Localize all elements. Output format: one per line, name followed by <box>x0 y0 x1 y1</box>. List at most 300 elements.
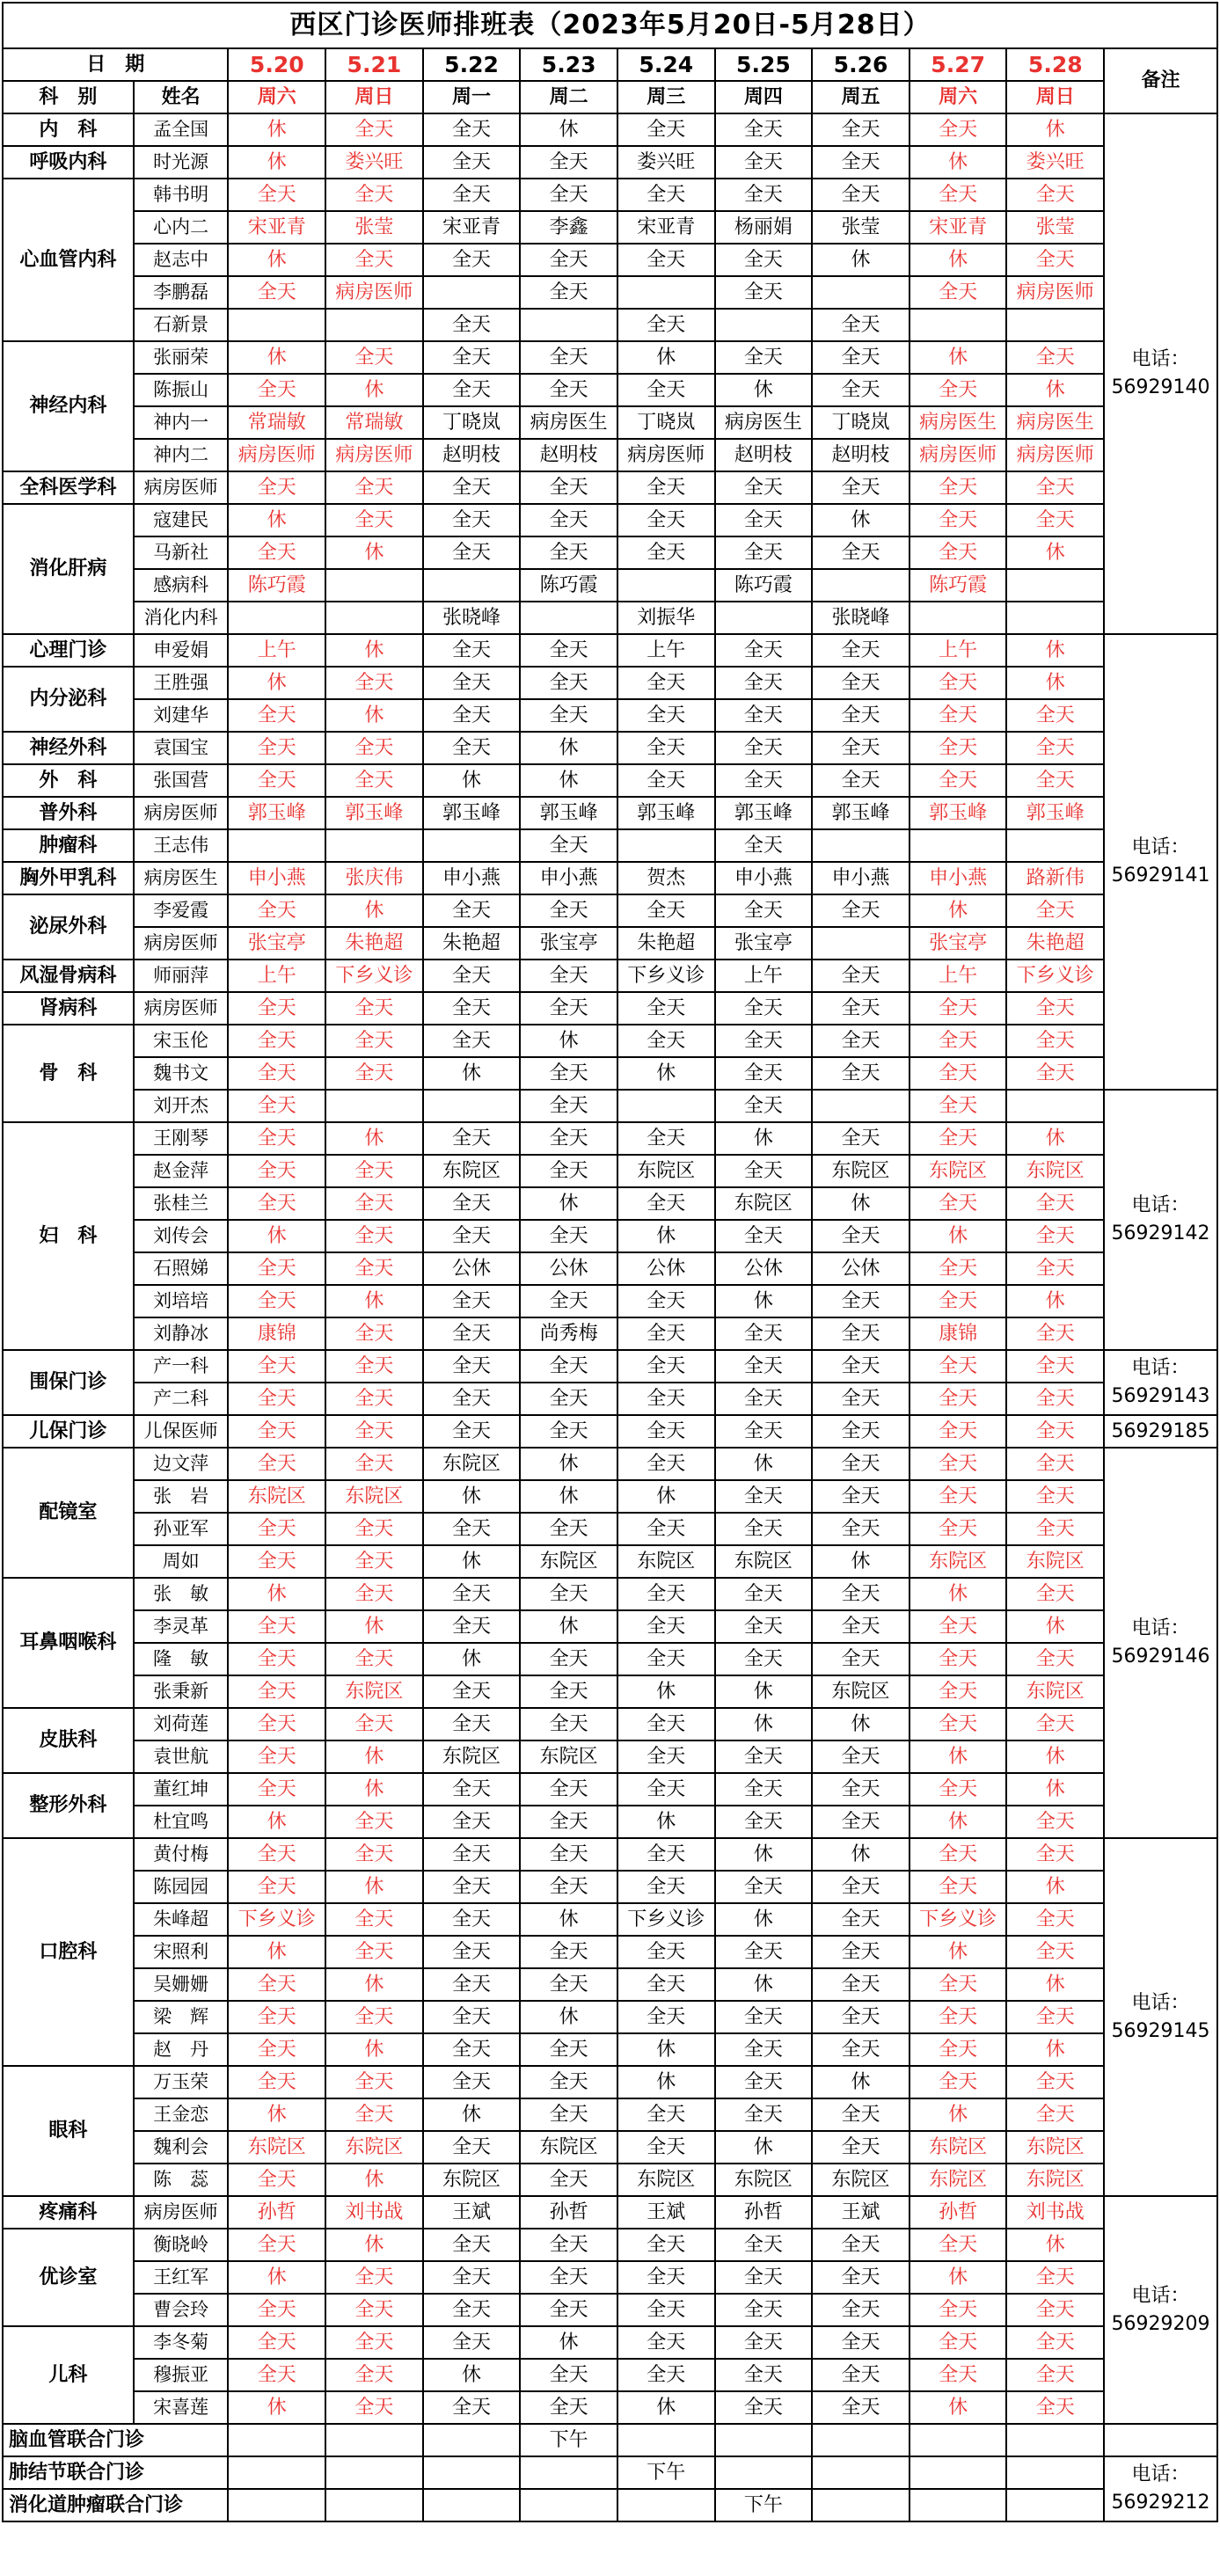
schedule-cell: 全天 <box>715 536 813 569</box>
schedule-cell: 全天 <box>812 732 910 764</box>
schedule-cell: 全天 <box>617 1317 715 1350</box>
schedule-cell: 全天 <box>617 1968 715 2001</box>
schedule-cell <box>1006 2456 1104 2489</box>
schedule-cell: 病房医师 <box>228 439 325 471</box>
doctor-name: 病房医师 <box>134 471 229 504</box>
schedule-cell: 全天 <box>1006 1415 1104 1448</box>
schedule-cell: 下午 <box>715 2489 813 2521</box>
schedule-cell: 东院区 <box>617 2164 715 2196</box>
schedule-cell: 全天 <box>910 1871 1007 1903</box>
schedule-cell <box>423 2456 521 2489</box>
schedule-cell: 全天 <box>325 1708 423 1740</box>
schedule-cell: 全天 <box>520 1871 617 1903</box>
schedule-cell: 全天 <box>910 276 1007 309</box>
schedule-cell: 公休 <box>715 1252 813 1285</box>
schedule-cell: 全天 <box>715 1057 813 1090</box>
weekday-header: 周日 <box>1006 81 1104 113</box>
schedule-cell: 全天 <box>715 1806 813 1838</box>
schedule-cell: 张庆伟 <box>325 862 423 894</box>
schedule-cell: 全天 <box>715 2066 813 2098</box>
schedule-cell: 尚秀梅 <box>520 1317 617 1350</box>
schedule-cell: 全天 <box>228 1740 325 1773</box>
table-row <box>3 862 1217 894</box>
schedule-cell: 全天 <box>1006 2261 1104 2294</box>
schedule-cell: 全天 <box>520 2294 617 2326</box>
table-row <box>3 1936 1217 1968</box>
schedule-cell: 全天 <box>715 2391 813 2424</box>
schedule-cell: 全天 <box>617 2131 715 2164</box>
doctor-name: 师丽萍 <box>134 960 229 992</box>
schedule-cell: 全天 <box>617 1187 715 1220</box>
doctor-name: 杜宜鸣 <box>134 1806 229 1838</box>
page-title: 西区门诊医师排班表（2023年5月20日-5月28日） <box>3 3 1217 48</box>
table-row <box>3 1513 1217 1545</box>
schedule-cell <box>812 829 910 862</box>
schedule-cell: 路新伟 <box>1006 862 1104 894</box>
schedule-cell: 全天 <box>812 1773 910 1806</box>
schedule-cell: 全天 <box>423 1871 521 1903</box>
schedule-cell: 下乡义诊 <box>617 960 715 992</box>
table-row <box>3 113 1217 146</box>
department-cell: 围保门诊 <box>3 1350 134 1415</box>
schedule-cell: 全天 <box>228 1155 325 1187</box>
doctor-name: 赵志中 <box>134 244 229 276</box>
schedule-cell: 全天 <box>1006 764 1104 797</box>
doctor-name: 陈园园 <box>134 1871 229 1903</box>
table-row <box>3 211 1217 244</box>
schedule-cell: 东院区 <box>1006 2164 1104 2196</box>
table-row <box>3 1740 1217 1773</box>
phone-label: 电话： <box>1131 2284 1190 2307</box>
schedule-cell: 全天 <box>910 1968 1007 2001</box>
schedule-cell: 休 <box>910 894 1007 927</box>
schedule-cell: 全天 <box>325 1220 423 1252</box>
schedule-cell: 康锦 <box>910 1317 1007 1350</box>
schedule-cell: 休 <box>1006 1285 1104 1317</box>
weekday-header: 周四 <box>715 81 813 113</box>
schedule-cell: 全天 <box>423 471 521 504</box>
date-header: 5.25 <box>715 48 813 81</box>
table-row <box>3 1578 1217 1610</box>
schedule-cell: 全天 <box>228 276 325 309</box>
schedule-cell: 宋亚青 <box>617 211 715 244</box>
schedule-cell: 全天 <box>228 1122 325 1155</box>
doctor-name: 刘静冰 <box>134 1317 229 1350</box>
department-cell: 眼科 <box>3 2066 134 2196</box>
schedule-cell: 全天 <box>812 1350 910 1383</box>
schedule-cell: 全天 <box>715 1415 813 1448</box>
schedule-cell: 全天 <box>715 113 813 146</box>
schedule-cell: 全天 <box>423 2294 521 2326</box>
schedule-cell: 张晓峰 <box>423 602 521 634</box>
schedule-cell: 全天 <box>228 2001 325 2033</box>
schedule-cell: 全天 <box>1006 1317 1104 1350</box>
schedule-cell: 休 <box>423 2359 521 2391</box>
schedule-cell <box>423 2489 521 2521</box>
table-row <box>3 1317 1217 1350</box>
schedule-cell: 娄兴旺 <box>1006 146 1104 179</box>
schedule-cell: 全天 <box>423 2229 521 2261</box>
table-row <box>3 1025 1217 1057</box>
doctor-name: 王刚琴 <box>134 1122 229 1155</box>
schedule-cell: 东院区 <box>910 2131 1007 2164</box>
schedule-cell: 全天 <box>812 1122 910 1155</box>
schedule-cell: 休 <box>228 341 325 374</box>
table-row <box>3 992 1217 1025</box>
schedule-cell: 全天 <box>423 992 521 1025</box>
phone-number: 56929209 <box>1111 2312 1210 2335</box>
schedule-cell: 全天 <box>617 309 715 341</box>
schedule-cell: 张莹 <box>325 211 423 244</box>
schedule-cell: 全天 <box>715 2294 813 2326</box>
schedule-cell: 全天 <box>617 244 715 276</box>
schedule-cell: 全天 <box>325 1513 423 1545</box>
table-row <box>3 1675 1217 1708</box>
doctor-name: 李冬菊 <box>134 2326 229 2359</box>
schedule-table <box>2 2 1218 2522</box>
schedule-cell: 休 <box>715 1903 813 1936</box>
schedule-cell <box>325 602 423 634</box>
schedule-cell: 全天 <box>520 1122 617 1155</box>
schedule-cell: 全天 <box>617 2229 715 2261</box>
schedule-cell: 全天 <box>520 536 617 569</box>
schedule-cell: 全天 <box>1006 894 1104 927</box>
schedule-cell: 休 <box>325 699 423 732</box>
date-header: 5.24 <box>617 48 715 81</box>
schedule-cell: 朱艳超 <box>325 927 423 960</box>
table-row <box>3 276 1217 309</box>
department-cell: 神经外科 <box>3 732 134 764</box>
table-row <box>3 927 1217 960</box>
schedule-cell: 申小燕 <box>423 862 521 894</box>
note-empty <box>1104 2424 1217 2456</box>
schedule-cell: 休 <box>910 2391 1007 2424</box>
joint-clinic-name: 脑血管联合门诊 <box>3 2424 228 2456</box>
schedule-cell: 休 <box>228 1806 325 1838</box>
schedule-cell: 张莹 <box>812 211 910 244</box>
doctor-name: 孟全国 <box>134 113 229 146</box>
schedule-cell: 休 <box>617 341 715 374</box>
schedule-cell <box>423 1090 521 1122</box>
schedule-cell: 全天 <box>423 1513 521 1545</box>
schedule-cell: 休 <box>520 1187 617 1220</box>
schedule-cell: 全天 <box>423 1383 521 1415</box>
doctor-name: 产二科 <box>134 1383 229 1415</box>
schedule-cell: 休 <box>812 244 910 276</box>
schedule-cell: 全天 <box>1006 2098 1104 2131</box>
table-row <box>3 2164 1217 2196</box>
schedule-cell: 全天 <box>228 894 325 927</box>
table-row <box>3 1871 1217 1903</box>
schedule-cell <box>423 829 521 862</box>
doctor-name: 刘培培 <box>134 1285 229 1317</box>
schedule-cell: 全天 <box>1006 504 1104 536</box>
schedule-container <box>2 2 1218 2522</box>
schedule-cell <box>325 309 423 341</box>
table-row <box>3 439 1217 471</box>
schedule-cell: 全天 <box>910 536 1007 569</box>
schedule-cell: 全天 <box>325 504 423 536</box>
schedule-cell: 全天 <box>715 1773 813 1806</box>
schedule-cell <box>325 2424 423 2456</box>
schedule-cell: 公休 <box>617 1252 715 1285</box>
schedule-cell: 休 <box>325 1285 423 1317</box>
schedule-cell: 休 <box>228 1220 325 1252</box>
doctor-name: 刘开杰 <box>134 1090 229 1122</box>
doctor-name: 陈振山 <box>134 374 229 406</box>
schedule-cell: 全天 <box>617 1415 715 1448</box>
schedule-cell: 全天 <box>520 471 617 504</box>
schedule-cell: 全天 <box>715 1578 813 1610</box>
doctor-name: 张秉新 <box>134 1675 229 1708</box>
schedule-cell: 全天 <box>423 1936 521 1968</box>
schedule-cell: 全天 <box>812 1871 910 1903</box>
schedule-cell <box>617 829 715 862</box>
schedule-cell: 全天 <box>325 1155 423 1187</box>
schedule-cell: 全天 <box>520 699 617 732</box>
schedule-cell: 病房医生 <box>715 406 813 439</box>
doctor-name: 马新社 <box>134 536 229 569</box>
schedule-cell: 休 <box>325 2164 423 2196</box>
schedule-cell: 休 <box>910 341 1007 374</box>
schedule-cell: 上午 <box>910 960 1007 992</box>
schedule-cell: 全天 <box>715 1025 813 1057</box>
department-cell: 泌尿外科 <box>3 894 134 960</box>
schedule-cell: 下午 <box>617 2456 715 2489</box>
schedule-cell: 全天 <box>1006 1057 1104 1090</box>
schedule-cell: 全天 <box>715 2098 813 2131</box>
schedule-cell: 张宝亭 <box>228 927 325 960</box>
schedule-cell: 东院区 <box>423 1448 521 1480</box>
schedule-cell: 休 <box>325 1871 423 1903</box>
table-row <box>3 2391 1217 2424</box>
schedule-cell: 休 <box>715 1838 813 1871</box>
doctor-name: 张桂兰 <box>134 1187 229 1220</box>
schedule-cell: 常瑞敏 <box>228 406 325 439</box>
schedule-cell: 全天 <box>423 536 521 569</box>
schedule-cell <box>617 569 715 602</box>
schedule-cell: 全天 <box>715 2359 813 2391</box>
phone-note <box>1104 1090 1217 1350</box>
schedule-cell: 休 <box>228 504 325 536</box>
schedule-cell: 全天 <box>812 1383 910 1415</box>
schedule-cell: 全天 <box>228 1708 325 1740</box>
department-cell: 心理门诊 <box>3 634 134 667</box>
dept-label: 科 别 <box>3 81 134 113</box>
schedule-cell: 休 <box>715 1968 813 2001</box>
table-row <box>3 1057 1217 1090</box>
schedule-cell: 全天 <box>910 1610 1007 1643</box>
schedule-cell: 陈巧霞 <box>715 569 813 602</box>
schedule-cell: 全天 <box>1006 1448 1104 1480</box>
schedule-cell: 娄兴旺 <box>617 146 715 179</box>
schedule-cell: 全天 <box>325 244 423 276</box>
schedule-cell: 全天 <box>617 471 715 504</box>
schedule-cell: 休 <box>1006 113 1104 146</box>
schedule-cell <box>812 2456 910 2489</box>
schedule-cell: 宋亚青 <box>423 211 521 244</box>
schedule-cell: 全天 <box>812 536 910 569</box>
schedule-cell: 休 <box>423 1480 521 1513</box>
schedule-cell: 郭玉峰 <box>812 797 910 829</box>
schedule-cell: 全天 <box>228 2229 325 2261</box>
phone-note <box>1104 2196 1217 2424</box>
schedule-cell: 全天 <box>910 1252 1007 1285</box>
schedule-cell: 休 <box>520 2001 617 2033</box>
schedule-cell: 全天 <box>423 894 521 927</box>
schedule-cell: 全天 <box>325 1643 423 1675</box>
schedule-cell: 休 <box>1006 1122 1104 1155</box>
schedule-cell: 全天 <box>423 113 521 146</box>
schedule-cell: 全天 <box>715 1643 813 1675</box>
schedule-cell: 全天 <box>715 699 813 732</box>
schedule-cell: 公休 <box>812 1252 910 1285</box>
schedule-cell <box>228 2424 325 2456</box>
schedule-cell: 王斌 <box>423 2196 521 2229</box>
schedule-cell: 全天 <box>520 992 617 1025</box>
phone-note <box>1104 1350 1217 1415</box>
schedule-cell: 上午 <box>910 634 1007 667</box>
schedule-cell: 全天 <box>520 1936 617 1968</box>
schedule-cell: 全天 <box>325 1936 423 1968</box>
phone-label: 电话： <box>1131 348 1190 371</box>
schedule-cell: 公休 <box>423 1252 521 1285</box>
schedule-cell: 东院区 <box>520 2131 617 2164</box>
schedule-cell: 休 <box>910 244 1007 276</box>
schedule-cell: 休 <box>617 1675 715 1708</box>
schedule-cell: 休 <box>325 1740 423 1773</box>
schedule-cell: 全天 <box>812 1578 910 1610</box>
schedule-cell: 刘书战 <box>1006 2196 1104 2229</box>
weekday-header: 周五 <box>812 81 910 113</box>
schedule-cell: 休 <box>812 1708 910 1740</box>
schedule-cell: 休 <box>1006 536 1104 569</box>
schedule-cell: 休 <box>325 1610 423 1643</box>
department-cell: 妇 科 <box>3 1122 134 1350</box>
schedule-cell: 全天 <box>325 1057 423 1090</box>
schedule-cell: 休 <box>520 1448 617 1480</box>
schedule-cell: 休 <box>228 1936 325 1968</box>
schedule-cell: 病房医生 <box>910 406 1007 439</box>
department-cell: 配镜室 <box>3 1448 134 1578</box>
doctor-name: 赵 丹 <box>134 2033 229 2066</box>
schedule-cell <box>423 2424 521 2456</box>
schedule-cell: 娄兴旺 <box>325 146 423 179</box>
schedule-cell: 休 <box>520 1610 617 1643</box>
schedule-cell: 全天 <box>812 146 910 179</box>
schedule-cell: 郭玉峰 <box>423 797 521 829</box>
schedule-cell: 全天 <box>325 341 423 374</box>
schedule-cell: 王斌 <box>812 2196 910 2229</box>
schedule-cell: 全天 <box>423 1025 521 1057</box>
schedule-cell: 全天 <box>423 732 521 764</box>
schedule-cell: 休 <box>228 1578 325 1610</box>
schedule-cell: 全天 <box>325 2066 423 2098</box>
schedule-cell: 全天 <box>812 471 910 504</box>
schedule-cell: 全天 <box>423 244 521 276</box>
schedule-cell: 全天 <box>423 1285 521 1317</box>
schedule-cell <box>325 2489 423 2521</box>
schedule-cell: 全天 <box>520 2033 617 2066</box>
schedule-cell: 全天 <box>812 1317 910 1350</box>
schedule-cell: 全天 <box>1006 1187 1104 1220</box>
schedule-cell: 全天 <box>617 764 715 797</box>
schedule-cell: 全天 <box>228 2033 325 2066</box>
schedule-cell: 全天 <box>520 1057 617 1090</box>
schedule-cell: 病房医师 <box>1006 276 1104 309</box>
schedule-cell: 王斌 <box>617 2196 715 2229</box>
schedule-cell: 全天 <box>423 1773 521 1806</box>
schedule-cell <box>617 276 715 309</box>
schedule-cell: 全天 <box>423 1187 521 1220</box>
schedule-cell <box>910 2424 1007 2456</box>
schedule-cell: 东院区 <box>325 2131 423 2164</box>
schedule-cell: 全天 <box>910 1773 1007 1806</box>
schedule-cell: 全天 <box>228 732 325 764</box>
schedule-cell: 全天 <box>1006 1578 1104 1610</box>
schedule-cell: 全天 <box>228 179 325 211</box>
schedule-cell: 全天 <box>910 1057 1007 1090</box>
schedule-cell: 全天 <box>520 894 617 927</box>
schedule-cell: 全天 <box>520 2261 617 2294</box>
schedule-cell: 休 <box>617 2391 715 2424</box>
date-header: 5.20 <box>228 48 325 81</box>
schedule-cell: 朱艳超 <box>1006 927 1104 960</box>
doctor-name: 周如 <box>134 1545 229 1578</box>
schedule-cell: 全天 <box>910 2359 1007 2391</box>
schedule-cell: 全天 <box>423 1220 521 1252</box>
schedule-cell: 全天 <box>812 1220 910 1252</box>
schedule-cell: 休 <box>910 1806 1007 1838</box>
schedule-cell: 全天 <box>812 113 910 146</box>
department-cell: 肾病科 <box>3 992 134 1025</box>
doctor-name: 韩书明 <box>134 179 229 211</box>
schedule-cell: 全天 <box>812 2229 910 2261</box>
schedule-cell: 全天 <box>228 2359 325 2391</box>
schedule-cell: 全天 <box>325 732 423 764</box>
schedule-cell: 全天 <box>715 1090 813 1122</box>
schedule-cell: 全天 <box>910 1090 1007 1122</box>
joint-clinic-name: 消化道肿瘤联合门诊 <box>3 2489 228 2521</box>
table-row <box>3 1838 1217 1871</box>
department-cell: 风湿骨病科 <box>3 960 134 992</box>
schedule-cell: 朱艳超 <box>423 927 521 960</box>
doctor-name: 刘传会 <box>134 1220 229 1252</box>
schedule-cell: 全天 <box>617 1871 715 1903</box>
schedule-cell: 全天 <box>617 732 715 764</box>
schedule-cell: 全天 <box>715 2261 813 2294</box>
table-row <box>3 2229 1217 2261</box>
phone-number: 56929145 <box>1111 2019 1210 2042</box>
schedule-cell: 张宝亭 <box>520 927 617 960</box>
schedule-cell: 全天 <box>520 1155 617 1187</box>
schedule-cell: 休 <box>1006 2033 1104 2066</box>
schedule-cell: 全天 <box>715 992 813 1025</box>
schedule-cell <box>228 309 325 341</box>
schedule-cell: 全天 <box>520 1806 617 1838</box>
schedule-cell: 全天 <box>617 1513 715 1545</box>
department-cell: 肿瘤科 <box>3 829 134 862</box>
table-row <box>3 2001 1217 2033</box>
schedule-cell: 全天 <box>520 244 617 276</box>
schedule-cell: 东院区 <box>910 1155 1007 1187</box>
schedule-cell: 全天 <box>228 992 325 1025</box>
schedule-cell: 全天 <box>910 1480 1007 1513</box>
table-row <box>3 471 1217 504</box>
schedule-cell: 休 <box>228 2261 325 2294</box>
schedule-cell: 全天 <box>1006 2001 1104 2033</box>
table-row <box>3 1806 1217 1838</box>
